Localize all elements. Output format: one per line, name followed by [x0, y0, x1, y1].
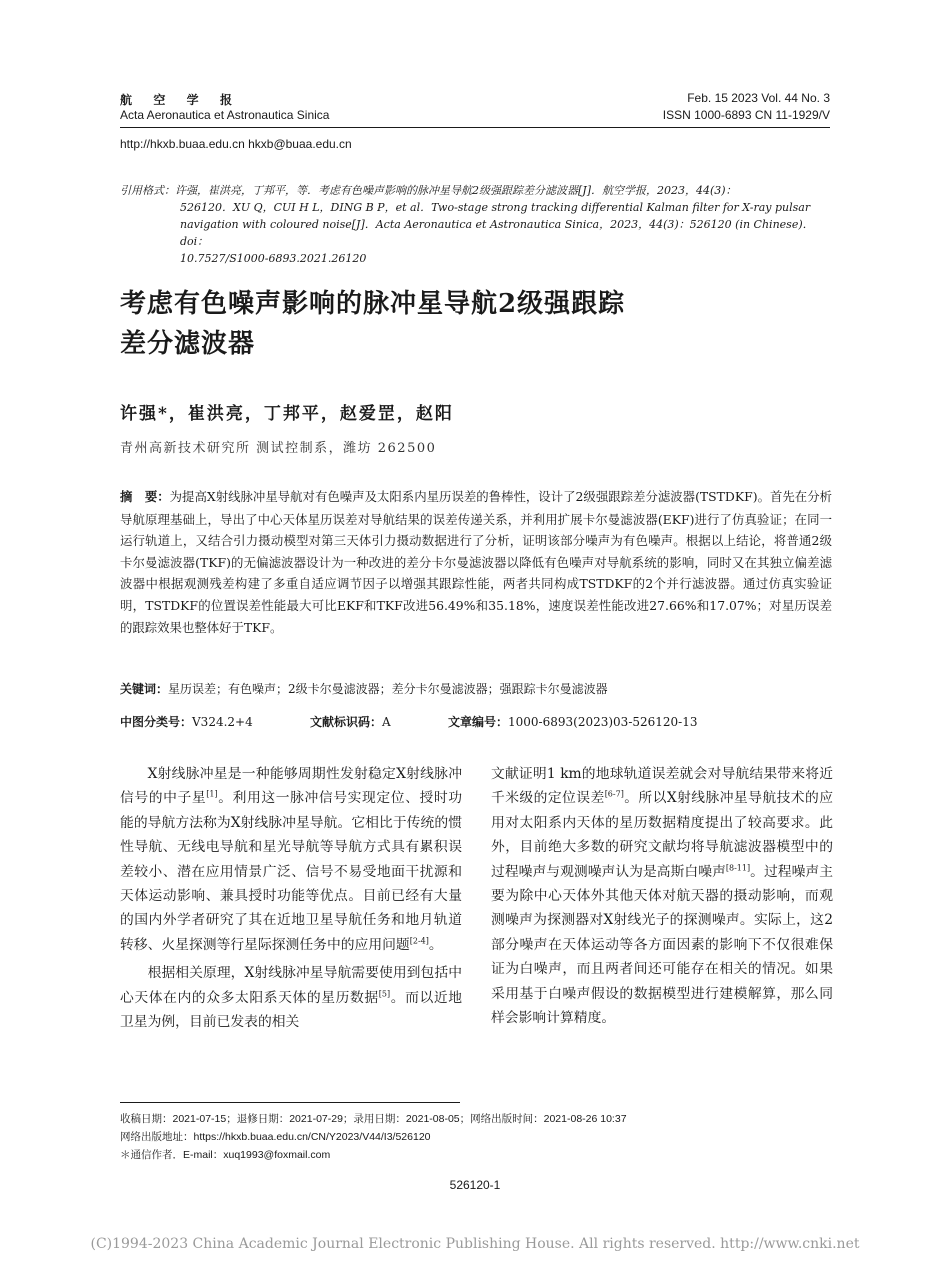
footnote-divider	[120, 1102, 460, 1103]
reference-marker[interactable]: [5]	[378, 989, 391, 999]
issn-info: ISSN 1000-6893 CN 11-1929/V	[662, 108, 830, 122]
citation-line-1: 引用格式：许强，崔洪亮，丁邦平，等．考虑有色噪声影响的脉冲星导航2级强跟踪差分滤波器[J]．航空学报，2023，44(3)：	[120, 184, 737, 197]
header-divider	[120, 127, 830, 128]
copyright-notice: (C)1994-2023 China Academic Journal Electronic Publishing House. All rights reserved. http://www.cnki.net	[90, 1236, 860, 1252]
footnote-dates: 收稿日期：2021-07-15；退修日期：2021-07-29；录用日期：2021-08-05；网络出版时间：2021-08-26 10:37	[120, 1113, 627, 1125]
reference-marker[interactable]: [8-11]	[725, 863, 751, 873]
body-text: 根据相关原理，X射线脉冲星导航需要使用到包括中心天体在内的众多太阳系天体的星历数据	[120, 965, 462, 1006]
body-column-right	[491, 762, 833, 1030]
footnote-online-address[interactable]: 网络出版地址：https://hkxb.buaa.edu.cn/CN/Y2023/V44/I3/526120	[120, 1131, 431, 1143]
reference-marker[interactable]: [6-7]	[604, 789, 624, 799]
title-line-2: 差分滤波器	[120, 329, 256, 359]
reference-marker[interactable]: [2-4]	[409, 936, 429, 946]
article-number-label: 文章编号：	[448, 715, 509, 729]
body-paragraph	[491, 762, 833, 1030]
body-text: 。	[428, 936, 443, 953]
journal-name-en: Acta Aeronautica et Astronautica Sinica	[120, 108, 330, 122]
issue-info: Feb. 15 2023 Vol. 44 No. 3	[687, 91, 830, 105]
body-text: 。过程噪声主要为除中心天体外其他天体对航天器的摄动影响，而观测噪声为探测器对X射线光子的探测噪声。实际上，这2部分噪声在天体运动等各方面因素的影响下不仅很难保证为白噪声，而且两者间还可能存在相关的情况。如果采用基于白噪声假设的数据模型进行建模解算，那么同样会影响计算精度。	[491, 863, 834, 1027]
paper-title	[120, 284, 840, 364]
body-column-left	[120, 762, 462, 1034]
citation-block	[120, 182, 838, 267]
abstract-label: 摘 要：	[120, 490, 170, 504]
clc-label: 中图分类号：	[120, 715, 193, 729]
author-list: 许强*，崔洪亮，丁邦平，赵爱罡，赵阳	[120, 404, 454, 424]
abstract	[120, 486, 832, 638]
citation-line-4: 10.7527/S1000-6893.2021.26120	[180, 252, 367, 265]
reference-marker[interactable]: [1]	[206, 789, 218, 799]
title-line-1: 考虑有色噪声影响的脉冲星导航2级强跟踪	[120, 289, 626, 319]
classification-row	[120, 713, 832, 730]
page-number: 526120-1	[449, 1178, 501, 1192]
body-text: 。利用这一脉冲信号实现定位、授时功能的导航方法称为X射线脉冲星导航。它相比于传统的惯性导航、无线电导航和星光导航等导航方式具有累积误差较小、潜在应用情景广泛、信号不易受地面干扰源和天体运动影响、兼具授时功能等优点。目前已经有大量的国内外学者研究了其在近地卫星导航任务和地月轨道转移、火星探测等行星际探测任务中的应用问题	[120, 790, 463, 953]
citation-line-3: navigation with coloured noise[J]．Acta Aeronautica et Astronautica Sinica，2023，44(3)：526120 (in Chinese)．doi：	[180, 218, 814, 248]
doc-code-value: A	[382, 715, 391, 729]
keywords-text: 星历误差；有色噪声；2级卡尔曼滤波器；差分卡尔曼滤波器；强跟踪卡尔曼滤波器	[168, 682, 608, 696]
citation-line-2: 526120．XU Q，CUI H L，DING B P，et al．Two-stage strong tracking differential Kalman filter for X-ray pulsar	[180, 201, 811, 214]
affiliation: 青州高新技术研究所 测试控制系，潍坊 262500	[120, 441, 437, 456]
keywords-label: 关键词：	[120, 682, 169, 696]
journal-url[interactable]: http://hkxb.buaa.edu.cn hkxb@buaa.edu.cn	[120, 137, 352, 151]
body-text: 文献证明1 km的地球轨道误差就会对导航结果带来将近千米级的定位误差	[491, 766, 833, 807]
keywords	[120, 680, 832, 697]
body-paragraph	[120, 762, 462, 957]
article-number-value: 1000-6893(2023)03-526120-13	[508, 715, 698, 729]
journal-name-cn: 航 空 学 报	[120, 93, 242, 107]
clc-value: V324.2+4	[192, 715, 253, 729]
body-paragraph	[120, 961, 462, 1034]
abstract-text: 为提高X射线脉冲星导航对有色噪声及太阳系内星历误差的鲁棒性，设计了2级强跟踪差分滤波器(TSTDKF)。首先在分析导航原理基础上，导出了中心天体星历误差对导航结果的误差传递关系，并利用扩展卡尔曼滤波器(EKF)进行了仿真验证；在同一运行轨道上，又结合引力摄动模型对第三天体引力摄动数据进行了分析，证明该部分噪声为有色噪声。根据以上结论，将普通2级卡尔曼滤波器(TKF)的无偏滤波器设计为一种改进的差分卡尔曼滤波器以降低有色噪声对导航系统的影响，同时又在其独立偏差滤波器中根据观测残差构建了多重自适应调节因子以增强其跟踪性能，两者共同构成TSTDKF的2个并行滤波器。通过仿真实验证明，TSTDKF的位置误差性能最大可比EKF和TKF改进56.49%和35.18%，速度误差性能改进27.66%和17.07%；对星历误差的跟踪效果也整体好于TKF。	[120, 489, 833, 635]
body-text: 。所以X射线脉冲星导航技术的应用对太阳系内天体的星历数据精度提出了较高要求。此外，目前绝大多数的研究文献均将导航滤波器模型中的过程噪声与观测噪声认为是高斯白噪声	[491, 790, 833, 880]
doc-code-label: 文献标识码：	[310, 715, 383, 729]
body-text: 。而以近地卫星为例，目前已发表的相关	[120, 989, 463, 1031]
footnote-corresponding-author: ＊通信作者．E-mail：xuq1993@foxmail.com	[120, 1149, 331, 1161]
body-text: X射线脉冲星是一种能够周期性发射稳定X射线脉冲信号的中子星	[120, 766, 462, 807]
footnote	[120, 1110, 627, 1164]
